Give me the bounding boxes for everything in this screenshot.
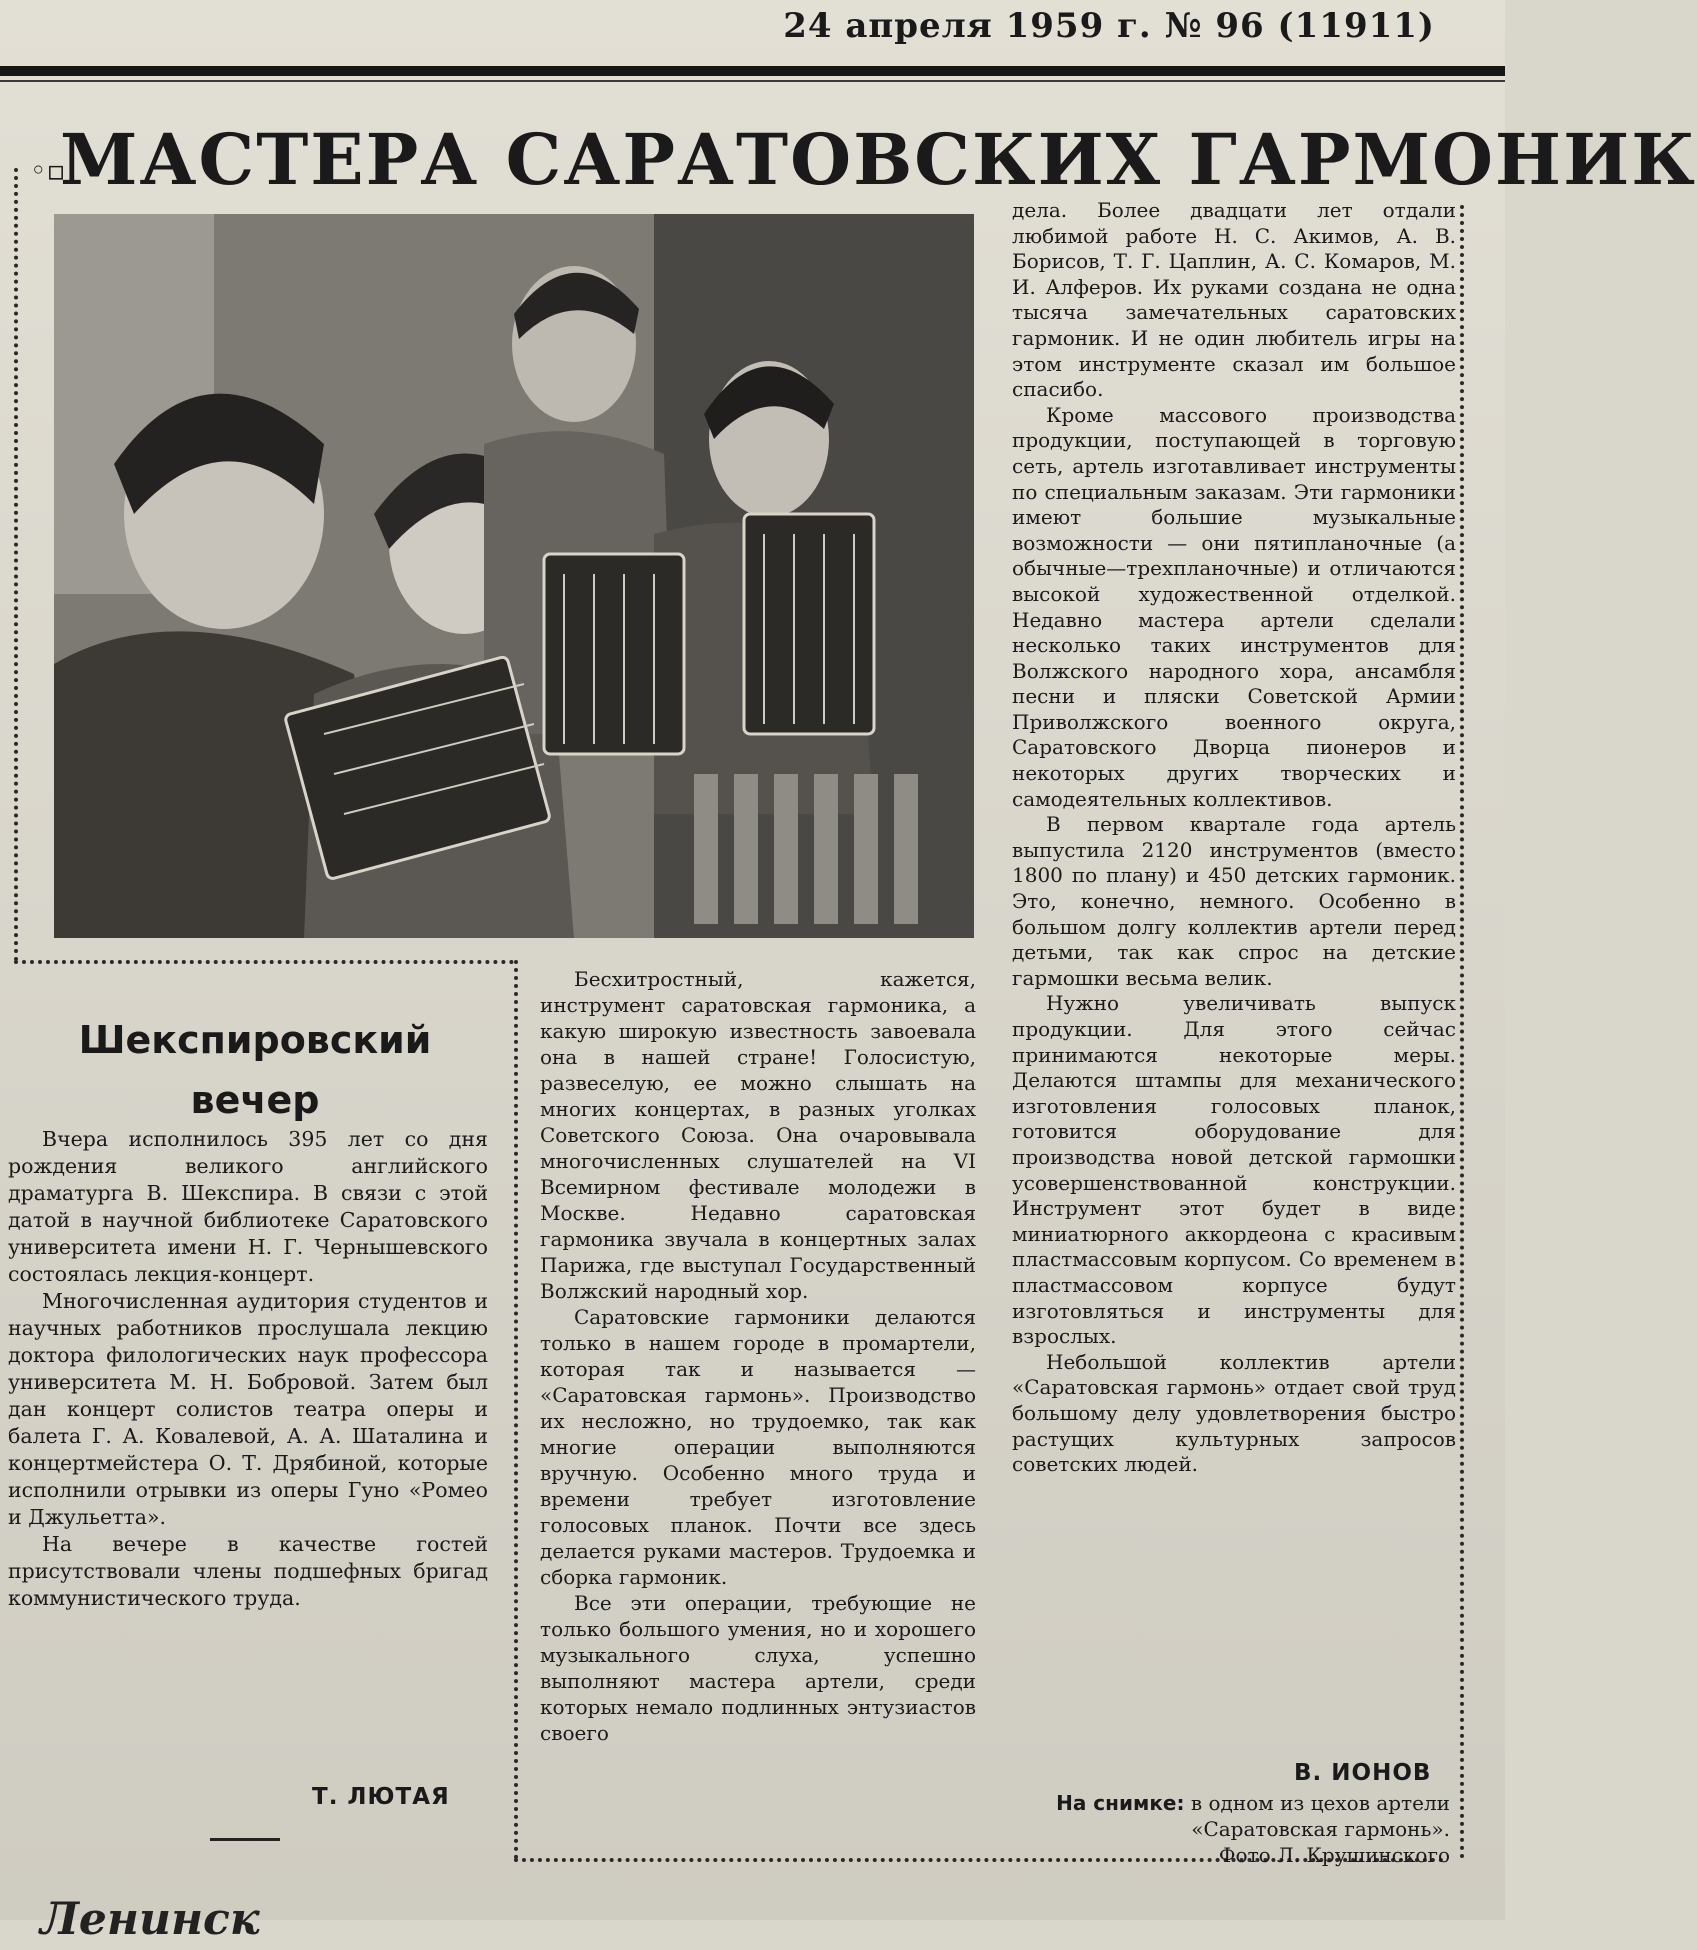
left-article-title xyxy=(20,1010,490,1130)
left-article-title-line1: Шекспировский xyxy=(78,1018,432,1062)
photo-credit: Фото Л. Крушинского xyxy=(1218,1843,1450,1867)
article-headline: МАСТЕРА САРАТОВСКИХ ГАРМОНИК xyxy=(60,118,1697,201)
issue-date-line: 24 апреля 1959 г. № 96 (11911) xyxy=(783,6,1435,46)
middle-paragraph-1: Бесхитростный, кажется, инструмент саратовская гармоника, а какую широкую известность завоевала она в нашей стране! Голосистую, развеселую, ее можно слышать на многих концертах, в разных уголках Советского Союза. Она очаровывала многочисленных слушателей на VI Всемирном фестивале молодежи в Москве. Недавно саратовская гармоника звучала в концертных залах Парижа, где выступал Государственный Волжский народный хор. xyxy=(540,967,976,1303)
left-article-title-line2: вечер xyxy=(190,1078,320,1122)
top-rule-thin xyxy=(0,80,1505,82)
middle-paragraph-2: Саратовские гармоники делаются только в нашем городе в промартели, которая так и называется — «Саратовская гармонь». Производство их несложно, но трудоемко, так как многие операции выполняются вручную. Особенно много труда и времени требует изготовление голосовых планок. Почти все здесь делается руками мастеров. Трудоемка и сборка гармоник. xyxy=(540,1305,976,1589)
caption-label: На снимке: xyxy=(1056,1791,1185,1815)
left-article-body xyxy=(8,1126,488,1612)
workshop-photo-icon xyxy=(54,214,974,938)
right-column-body xyxy=(1012,198,1456,1478)
frame-middle-left xyxy=(514,960,518,1860)
ornament-icon: ◦▫ xyxy=(30,154,66,187)
right-paragraph-2: Кроме массового производства продукции, поступающей в торговую сеть, артель изготавливает инструменты по специальным заказам. Эти гармоники имеют большие музыкальные возможности — они пятипланочные (а обычные—трехпланочные) и отличаются высокой художественной отделкой. Недавно мастера артели сделали несколько таких инструментов для Волжского народного хора, ансамбля песни и пляски Советской Армии Приволжского военного округа, Саратовского Дворца пионеров и некоторых других творческих и самодеятельных коллективов. xyxy=(1012,402,1456,811)
main-article-signature: В. ИОНОВ xyxy=(1294,1760,1432,1786)
photo-caption xyxy=(1010,1790,1450,1868)
right-paragraph-4: Нужно увеличивать выпуск продукции. Для этого сейчас принимаются некоторые меры. Делаются штампы для механического изготовления голосовых планок, готовится оборудование для производства новой детской гармошки усовершенствованной конструкции. Инструмент этот будет в виде миниатюрного аккордеона с красивым пластмассовым корпусом. Со временем в пластмассовом корпусе будут изготовляться и инструменты для взрослых. xyxy=(1012,991,1456,1349)
footer-cut-title: Ленинск xyxy=(40,1894,260,1945)
caption-text: в одном из цехов артели «Саратовская гармонь». xyxy=(1184,1791,1450,1841)
frame-left xyxy=(14,168,18,962)
right-paragraph-1: дела. Более двадцати лет отдали любимой работе Н. С. Акимов, А. В. Борисов, Т. Г. Цаплин, А. С. Комаров, М. И. Алферов. Их руками создана не одна тысяча замечательных саратовских гармоник. И не один любитель игры на этом инструменте сказал им большое спасибо. xyxy=(1012,198,1456,402)
left-paragraph-1: Вчера исполнилось 395 лет со дня рождения великого английского драматурга В. Шекспира. В связи с этой датой в научной библиотеке Саратовского университета имени Н. Г. Чернышевского состоялась лекция-концерт. xyxy=(8,1127,488,1286)
right-paragraph-5: Небольшой коллектив артели «Саратовская гармонь» отдает свой труд большому делу удовлетворения быстро растущих культурных запросов советских людей. xyxy=(1012,1349,1456,1477)
workshop-photo xyxy=(54,214,974,938)
frame-right xyxy=(1460,205,1464,1860)
frame-photo-bottom xyxy=(14,960,514,964)
middle-column-body xyxy=(540,966,976,1746)
separator-dash xyxy=(210,1838,280,1841)
right-paragraph-3: В первом квартале года артель выпустила 2120 инструментов (вместо 1800 по плану) и 450 детских гармоник. Это, конечно, немного. Особенно в большом долгу коллектив артели перед детьми, так как спрос на детские гармошки весьма велик. xyxy=(1012,812,1456,990)
middle-paragraph-3: Все эти операции, требующие не только большого умения, но и хорошего музыкального слуха, успешно выполняют мастера артели, среди которых немало подлинных энтузиастов своего xyxy=(540,1591,976,1745)
left-article-signature: Т. ЛЮТАЯ xyxy=(312,1784,450,1810)
left-paragraph-2: Многочисленная аудитория студентов и научных работников прослушала лекцию доктора филологических наук профессора университета М. Н. Бобровой. Затем был дан концерт солистов театра оперы и балета Г. А. Ковалевой, А. А. Шаталина и концертмейстера О. Т. Дрябиной, которые исполнили отрывки из оперы Гуно «Ромео и Джульетта». xyxy=(8,1289,488,1529)
top-rule xyxy=(0,66,1505,76)
left-paragraph-3: На вечере в качестве гостей присутствовали члены подшефных бригад коммунистического труда. xyxy=(8,1532,488,1610)
